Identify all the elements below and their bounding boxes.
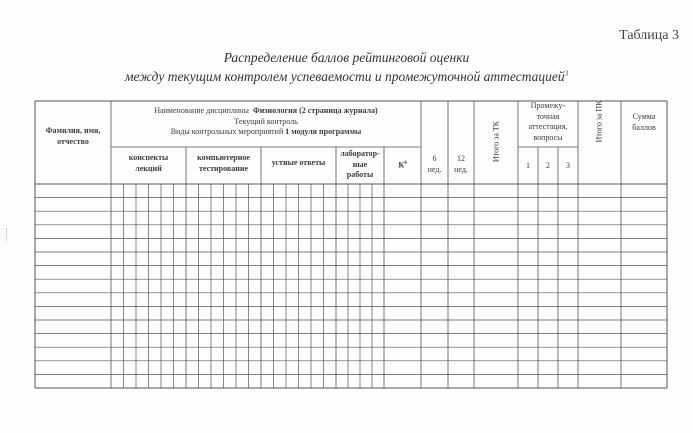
lab-works-line1: лаборатор-: [340, 149, 380, 158]
header-k: [384, 159, 421, 171]
sum-line2: баллов: [632, 122, 656, 132]
header-discipline-block: [111, 106, 421, 138]
title-text-2: между текущим контролем успеваемости и промежуточной аттестацией: [124, 69, 565, 84]
header-week-12: [448, 154, 474, 175]
header-full-name: [35, 126, 111, 147]
discipline-prefix: Наименование дисциплины: [154, 106, 249, 115]
current-control-label: Текущий контроль: [234, 116, 298, 126]
header-oral-answers: [261, 158, 336, 169]
intermediate-line2: точная: [536, 111, 560, 121]
intermediate-line3: аттестация,: [528, 122, 568, 131]
k-footnote: 4: [404, 161, 407, 166]
header-week-6: [421, 154, 448, 175]
lecture-notes-line2: лекций: [135, 163, 162, 173]
intermediate-line4: вопросы: [533, 132, 563, 142]
header-lecture-notes: [111, 153, 186, 174]
discipline-name: Физиология (2 страница журнала): [252, 106, 378, 115]
header-question-3: 3: [566, 161, 570, 170]
lab-works-line3: работы: [346, 170, 374, 179]
header-intermediate-attestation: [518, 101, 578, 143]
week6-unit: нед.: [427, 164, 442, 174]
header-question-1: 1: [526, 161, 530, 170]
header-total-pk: Итого за ПК: [594, 100, 604, 143]
header-full-name-text: Фамилия, имя, отчество: [45, 126, 101, 146]
lab-works-line2: ные: [352, 159, 368, 169]
title-text-1: Распределение баллов рейтинговой оценки: [223, 50, 470, 65]
activities-module: 1 модуля программы: [285, 127, 362, 136]
week6-number: 6: [432, 154, 437, 163]
week12-unit: нед.: [454, 164, 468, 174]
header-sum-points: [621, 112, 667, 133]
activities-prefix: Виды контрольных мероприятий: [170, 127, 284, 136]
intermediate-line1: Промежу-: [530, 101, 566, 110]
header-question-2: 2: [546, 161, 550, 170]
computer-testing-line1: компьютерное: [197, 153, 250, 162]
k-label: К: [398, 160, 405, 170]
header-total-tk: Итого за ТК: [491, 120, 501, 163]
header-computer-testing: [186, 153, 261, 174]
activities-line: [111, 127, 421, 138]
computer-testing-line2: тестирование: [198, 163, 248, 173]
oral-answers-line1: устные ответы: [271, 158, 326, 167]
header-lab-works: [336, 149, 384, 181]
lecture-notes-line1: конспекты: [128, 153, 169, 162]
discipline-line: [111, 106, 421, 117]
week12-number: 12: [457, 154, 465, 163]
table-number-label: Таблица 3: [619, 28, 679, 43]
sum-line1: Сумма: [632, 112, 656, 121]
title-footnote-mark: 3: [564, 69, 569, 78]
